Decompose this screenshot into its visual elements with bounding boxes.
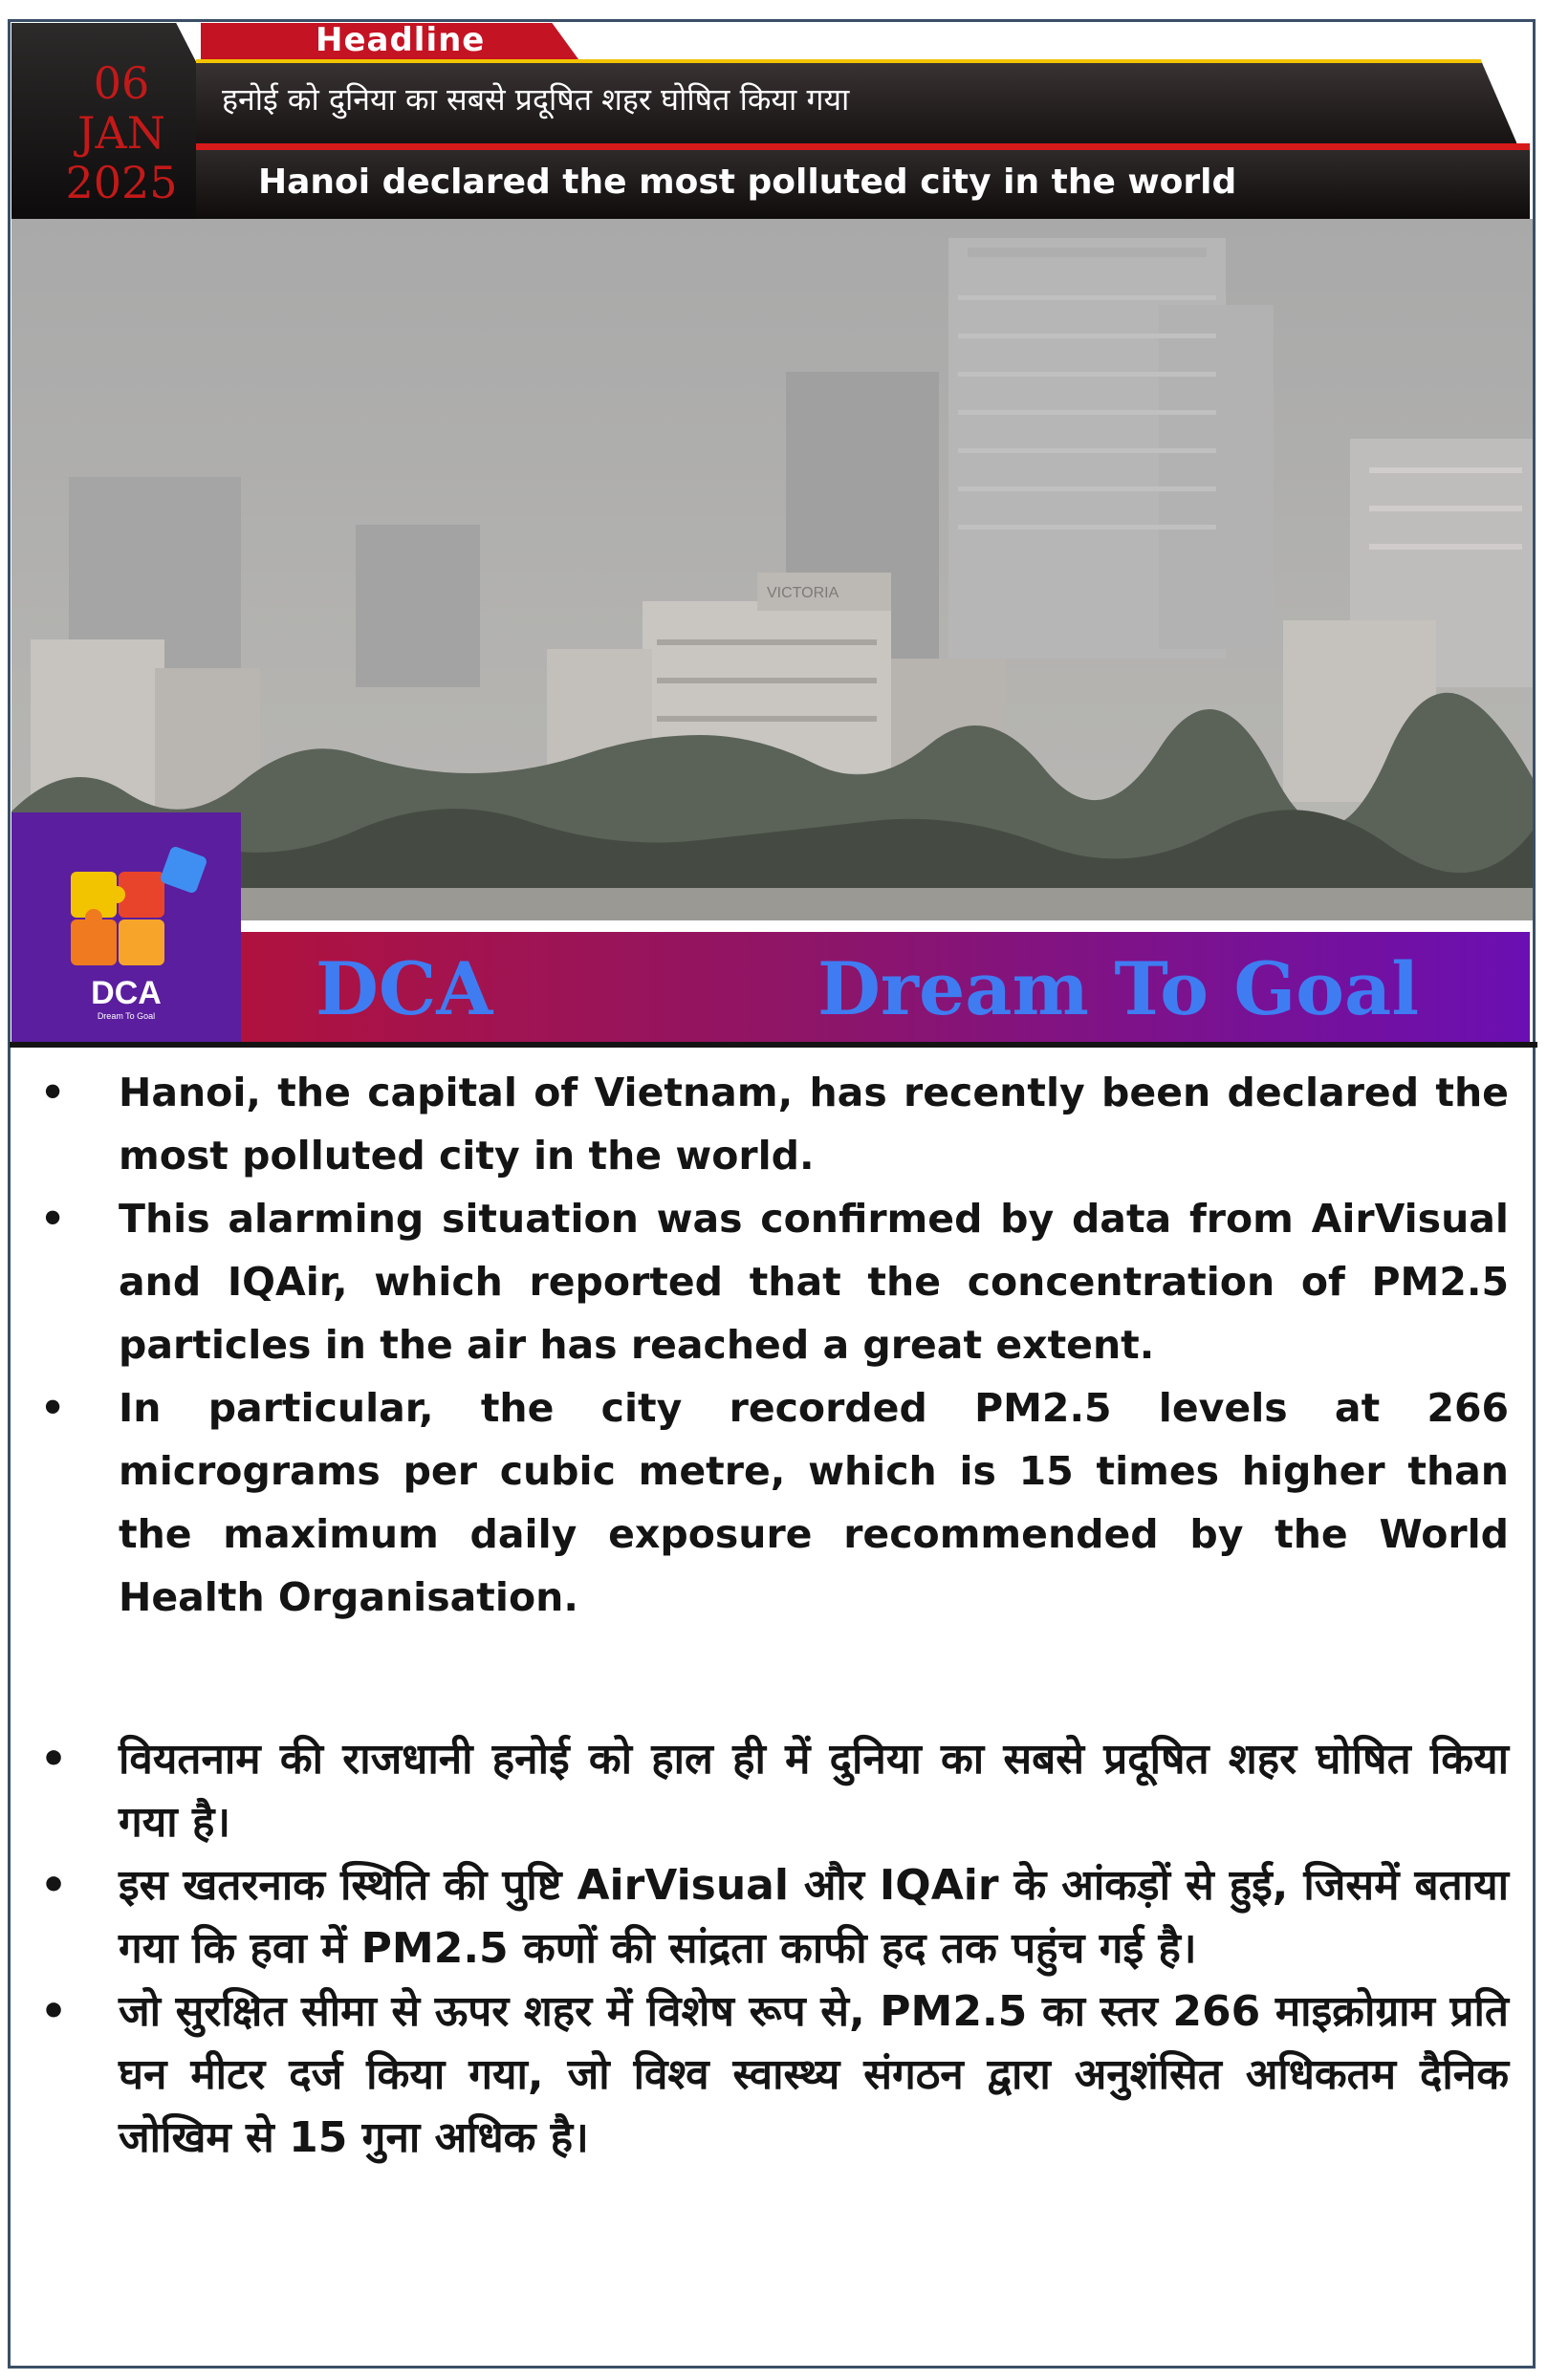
date-year: 2025 xyxy=(65,157,178,208)
logo-tagline: Dream To Goal xyxy=(97,1011,156,1021)
hindi-points xyxy=(36,1728,1509,2170)
headline-tag: Headline xyxy=(316,21,486,59)
hindi-point: • वियतनाम की राजधानी हनोई को हाल ही में दुनिया का सबसे प्रदूषित शहर घोषित किया गया है। xyxy=(36,1728,1509,1854)
english-point: • In particular, the city recorded PM2.5 levels at 266 micrograms per cubic metre, which is 15 times higher than the maximum daily exposure recommended by the World Health Organisation. xyxy=(36,1376,1509,1629)
date-day: 06 xyxy=(93,57,150,109)
english-point: • Hanoi, the capital of Vietnam, has recently been declared the most polluted city in the world. xyxy=(36,1061,1509,1187)
hindi-headline: हनोई को दुनिया का सबसे प्रदूषित शहर घोषित किया गया xyxy=(222,81,850,118)
date-month: JAN xyxy=(77,107,165,159)
hindi-point: • इस खतरनाक स्थिति की पुष्टि AirVisual और IQAir के आंकड़ों से हुई, जिसमें बताया गया कि हवा में PM2.5 कणों की सांद्रता काफी हद तक पहुंच गई है। xyxy=(36,1854,1509,1980)
english-headline: Hanoi declared the most polluted city in the world xyxy=(258,162,1237,202)
english-point: • This alarming situation was confirmed by data from AirVisual and IQAir, which reported that the concentration of PM2.5 particles in the air has reached a great extent. xyxy=(36,1187,1509,1376)
hindi-point: • जो सुरक्षित सीमा से ऊपर शहर में विशेष रूप से, PM2.5 का स्तर 266 माइक्रोग्राम प्रति घन मीटर दर्ज किया गया, जो विश्व स्वास्थ्य संगठन द्वारा अनुशंसित अधिकतम दैनिक जोखिम से 15 गुना अधिक है। xyxy=(36,1980,1509,2170)
brand-strip-tagline: Dream To Goal xyxy=(817,946,1420,1031)
english-points xyxy=(36,1061,1509,1629)
hotel-sign: VICTORIA xyxy=(767,585,839,601)
headline-divider xyxy=(196,143,1530,150)
section-divider xyxy=(10,1042,1537,1048)
dca-logo xyxy=(11,812,241,1042)
brand-strip-dca: DCA xyxy=(316,946,493,1031)
logo-text: DCA xyxy=(91,975,162,1011)
